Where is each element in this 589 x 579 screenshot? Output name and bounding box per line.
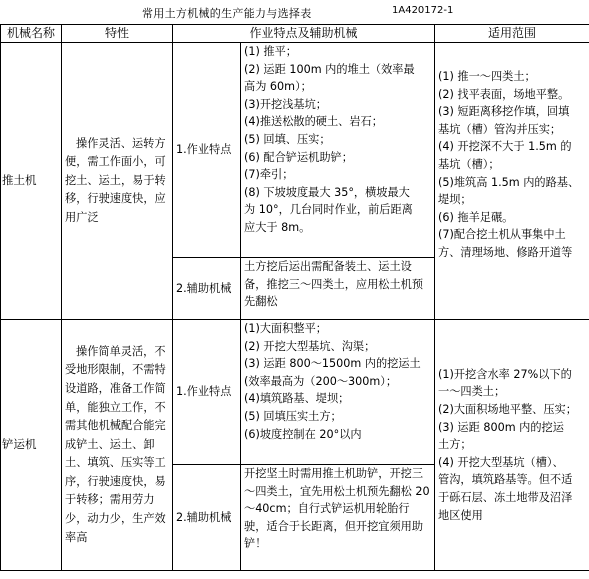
scope-line: 管沟，填筑路基等。但不适 (438, 473, 573, 487)
scope-line: 地区使用 (438, 508, 483, 522)
table-caption (0, 0, 589, 24)
header-scope: 适用范围 (435, 25, 589, 43)
scope-line: (2)大面积场地平整、压实； (438, 403, 577, 417)
scope-line: (2) 找平表面，场地平整。 (438, 87, 570, 101)
auxiliary-machinery (241, 258, 435, 320)
sub-label: 1.作业特点 (173, 43, 241, 258)
machinery-table (0, 24, 589, 571)
table-title: 常用土方机械的生产能力与选择表 (142, 7, 312, 20)
scope-line: (7)配合挖土机从事集中土 (438, 228, 566, 242)
scope-line: 于砾石层、冻土地带及沼泽 (438, 490, 573, 504)
feature-line: (效率最高为（200～300m）； (244, 374, 398, 388)
scope-line: 基坑（槽）管沟并压实； (438, 122, 562, 136)
scope-line: 土方； (438, 438, 472, 452)
feature-line: (5) 回填、压实； (244, 132, 331, 146)
feature-line: (7)牵引； (244, 168, 294, 182)
scope-line: 方、清理场地、修路开道等 (438, 245, 573, 259)
feature-line: (1)大面积整平； (244, 322, 327, 335)
feature-line: (6) 配合铲运机助铲； (244, 150, 353, 164)
feature-line: 为 10°，几台同时作业，前后距离 (244, 203, 413, 217)
sub-label: 1.作业特点 (173, 320, 241, 465)
auxiliary-text: 开挖坚土时需用推土机助铲，开挖三～四类土，宜先用松土机预先翻松 20～40cm；自行式铲运机用轮胎行驶，适合于长距离，但开挖宜须用助铲！ (244, 467, 430, 551)
scope-cell (435, 320, 589, 571)
operation-features (241, 43, 435, 258)
feature-line: 高为 60m）； (244, 80, 312, 94)
feature-line: (4)填筑路基、堤坝； (244, 392, 350, 406)
auxiliary-machinery (241, 465, 435, 571)
machine-name: 推土机 (1, 43, 62, 320)
feature-line: (5) 回填压实土方； (244, 409, 342, 423)
header-machine-name: 机械名称 (1, 25, 62, 43)
feature-line: (2) 运距 100m 内的堆土（效率最 (244, 62, 415, 76)
table-code: 1A420172-1 (392, 5, 454, 16)
feature-line: (4)推送松散的硬土、岩石； (244, 115, 383, 129)
feature-line: (3) 运距 800～1500m 内的挖运土 (244, 357, 421, 371)
scope-line: 一～四类土； (438, 385, 506, 399)
feature-line: (1) 推平； (244, 45, 297, 58)
scope-line: (6) 拖羊足碾。 (438, 210, 514, 224)
header-operation: 作业特点及辅助机械 (173, 25, 435, 43)
feature-line: 应大于 8m。 (244, 220, 311, 234)
scope-cell (435, 43, 589, 320)
machine-name: 铲运机 (1, 320, 62, 571)
table-row (1, 320, 589, 465)
table-row (1, 43, 589, 258)
operation-features (241, 320, 435, 465)
feature-line: (8) 下坡坡度最大 35°，横坡最大 (244, 185, 410, 199)
sub-label: 2.辅助机械 (173, 258, 241, 320)
machine-property: 操作简单灵活，不受地形限制，不需特设道路，准备工作简单，能独立工作，不需其他机械配合能完成铲土、运土、卸土、填筑、压实等工序，行驶速度快，易于转移；需用劳力少，动力少，生产效率高 (62, 320, 173, 571)
scope-line: (5)堆筑高 1.5m 内的路基、 (438, 175, 580, 189)
scope-line: (4) 开挖大型基坑（槽）、 (438, 455, 564, 469)
scope-line: (1)开挖含水率 27%以下的 (438, 367, 572, 381)
feature-line: (3)开挖浅基坑； (244, 97, 327, 111)
scope-line: (3) 短距离移挖作填，回填 (438, 105, 570, 119)
feature-line: (6)坡度控制在 20°以内 (244, 427, 362, 441)
scope-line: 基坑（槽）； (438, 157, 500, 171)
header-row (1, 25, 589, 43)
header-property: 特性 (62, 25, 173, 43)
machine-property: 操作灵活、运转方便，需工作面小，可挖土、运土，易于转移，行驶速度快，应用广泛 (62, 43, 173, 320)
scope-line: (3) 运距 800m 内的挖运 (438, 420, 564, 434)
feature-line: (2) 开挖大型基坑、沟渠； (244, 339, 376, 353)
scope-line: 堤坝； (438, 193, 472, 207)
auxiliary-text: 土方挖后运出需配备装土、运土设备，推挖三～四类土，应用松土机预先翻松 (244, 260, 424, 309)
scope-line: (1) 推一～四类土； (438, 70, 536, 83)
sub-label: 2.辅助机械 (173, 465, 241, 571)
scope-line: (4) 开挖深不大于 1.5m 的 (438, 140, 572, 154)
